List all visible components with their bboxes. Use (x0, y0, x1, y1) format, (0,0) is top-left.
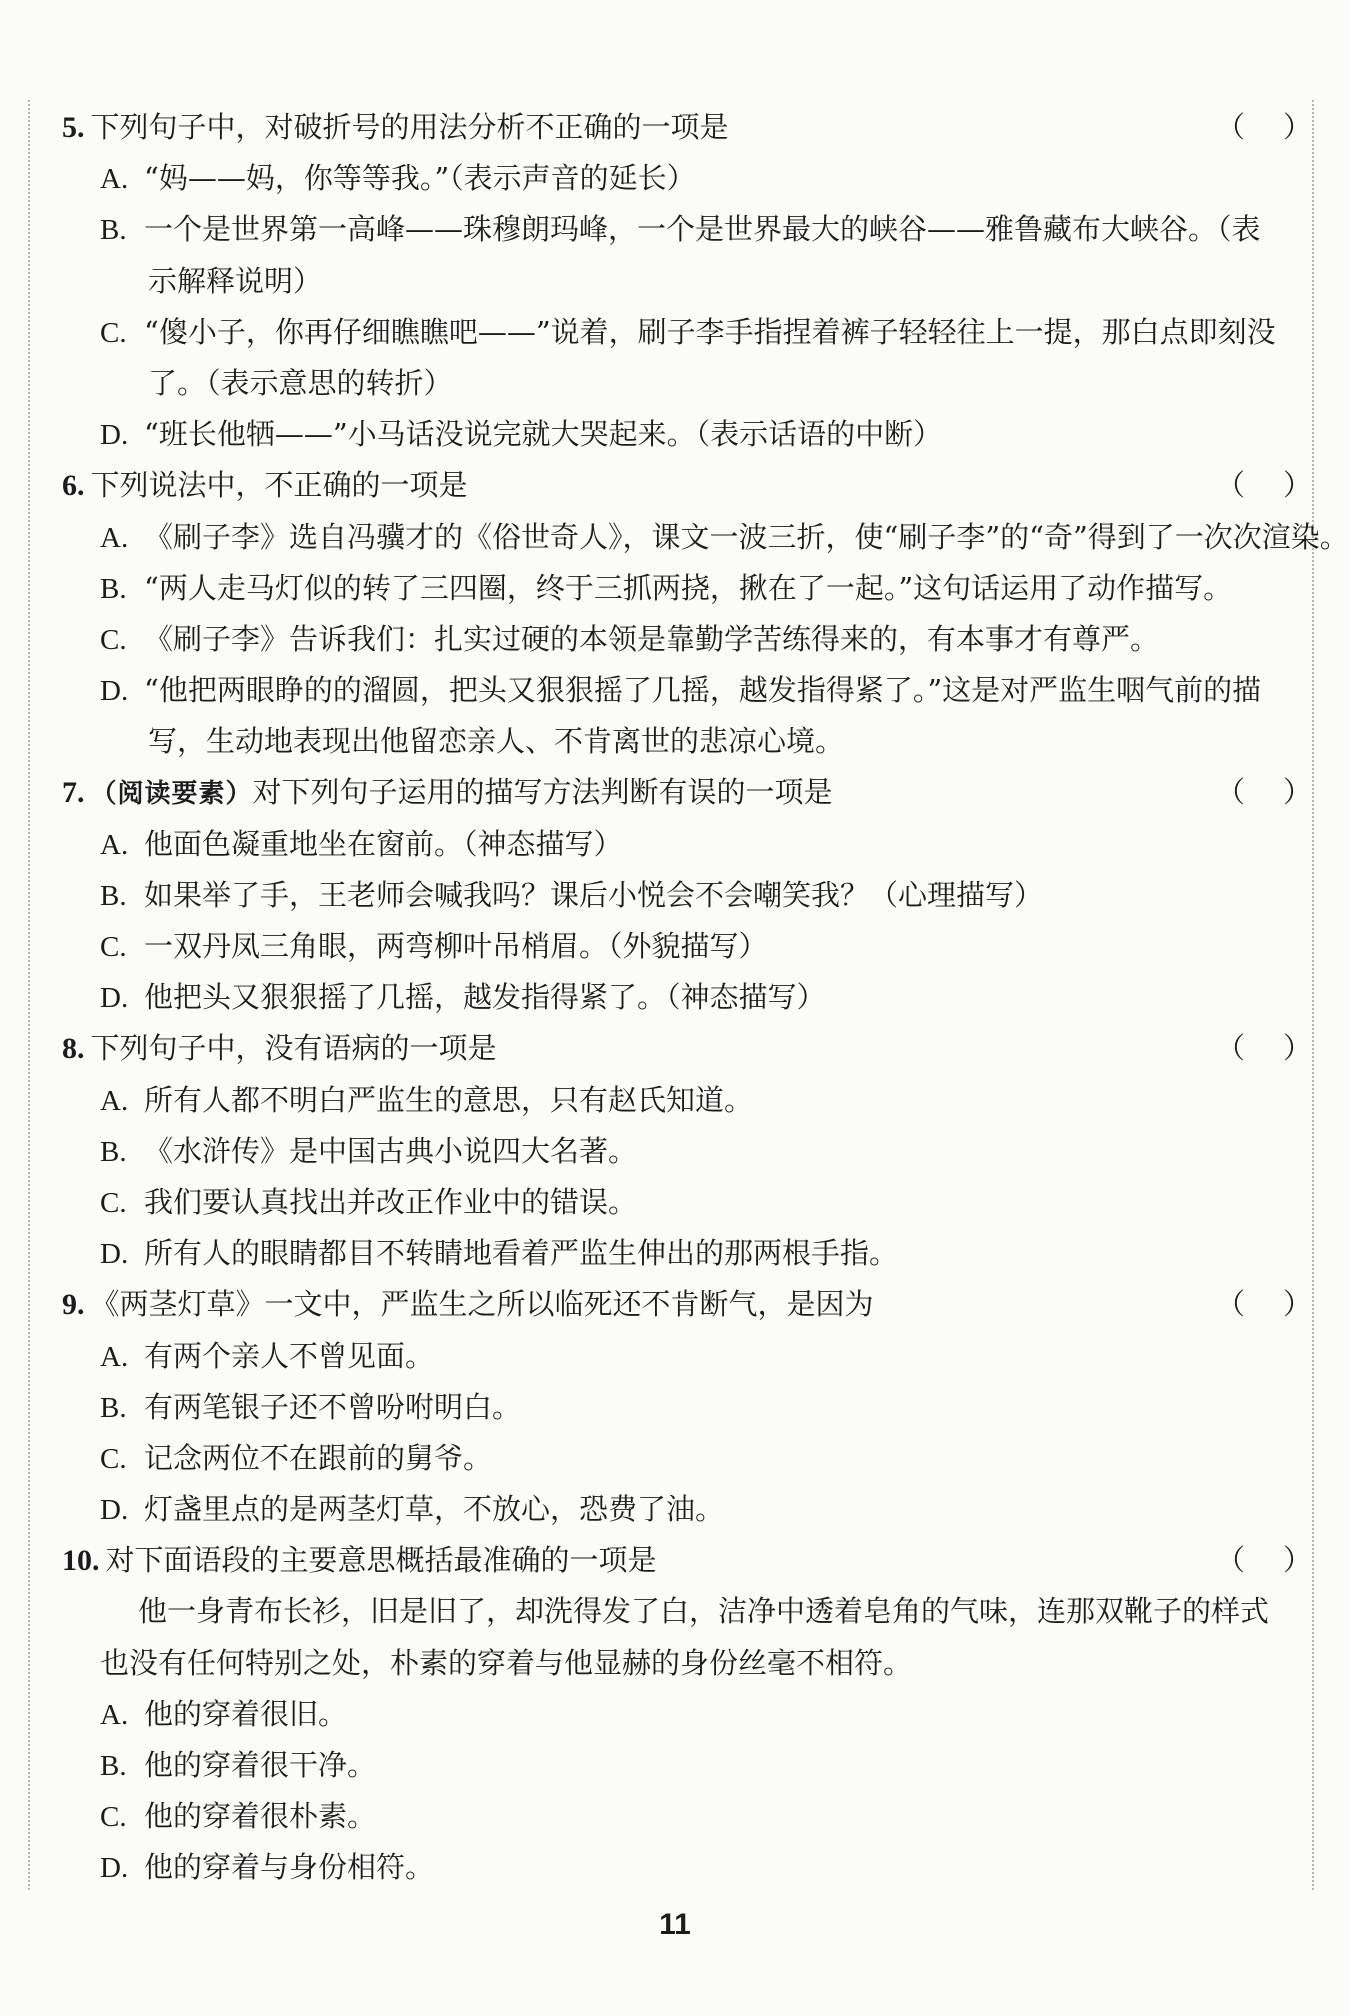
option-a (62, 819, 1312, 870)
option-text: 一双丹凤三角眼，两弯柳叶吊梢眉。（外貌描写） (144, 929, 768, 963)
option-letter: B. (100, 572, 127, 605)
option-text: “两人走马灯似的转了三四圈，终于三抓两挠，揪在了一起。”这句话运用了动作描写。 (144, 570, 1233, 605)
page-border-right (1312, 100, 1314, 1890)
option-letter: C. (100, 931, 127, 963)
answer-blank (1216, 460, 1312, 511)
option-text: 他的穿着与身份相符。 (144, 1850, 435, 1885)
option-b (62, 1382, 1312, 1433)
option-text: 一个是世界第一高峰——珠穆朗玛峰，一个是世界最大的峡谷——雅鲁藏布大峡谷。（表 (144, 212, 1261, 247)
question-text: 对下列句子运用的描写方法判断有误的一项是 (252, 775, 833, 810)
option-text: “他把两眼睁的的溜圆，把头又狠狠摇了几摇，越发指得紧了。”这是对严监生咽气前的描 (144, 673, 1262, 708)
option-b (62, 1740, 1312, 1791)
answer-blank-close: ） (1282, 110, 1312, 144)
option-text: 如果举了手，王老师会喊我吗？课后小悦会不会嘲笑我？（心理描写） (144, 877, 1044, 912)
option-text: 有两笔银子还不曾吩咐明白。 (144, 1389, 522, 1424)
option-text: 他把头又狠狠摇了几摇，越发指得紧了。（神态描写） (144, 980, 826, 1015)
answer-blank-close: ） (1282, 1031, 1312, 1066)
option-d (62, 409, 1312, 460)
option-letter: A. (100, 163, 129, 196)
answer-blank (1216, 1535, 1312, 1586)
option-letter: B. (100, 1750, 127, 1782)
option-letter: A. (100, 1084, 129, 1117)
question-stem (62, 102, 1312, 153)
answer-blank-open: （ (1216, 468, 1246, 503)
option-a (62, 1331, 1312, 1382)
question-number: 9. (62, 1288, 85, 1322)
page-number: 11 (659, 1908, 691, 1941)
option-a (62, 1689, 1312, 1740)
option-text: 所有人都不明白严监生的意思，只有赵氏知道。 (144, 1082, 754, 1117)
option-d (62, 665, 1312, 716)
option-letter: A. (100, 521, 129, 554)
option-text: 有两个亲人不曾见面。 (144, 1338, 435, 1373)
passage-line: 也没有任何特别之处，朴素的穿着与他显赫的身份丝毫不相符。 (100, 1645, 913, 1680)
question-text: 下列句子中，对破折号的用法分析不正确的一项是 (90, 110, 729, 144)
question-number: 7. (62, 776, 85, 810)
question-number: 6. (62, 469, 85, 503)
option-letter: C. (100, 623, 127, 656)
answer-blank (1216, 1279, 1312, 1330)
option-letter: D. (100, 675, 129, 708)
question-stem (62, 1279, 1312, 1330)
option-text: 《刷子李》告诉我们：扎实过硬的本领是靠勤学苦练得来的，有本事才有尊严。 (144, 621, 1160, 656)
option-text: “班长他牺——”小马话没说完就大哭起来。（表示话语的中断） (144, 417, 943, 452)
option-text: 我们要认真找出并改正作业中的错误。 (144, 1184, 638, 1219)
question-number: 10. (62, 1544, 100, 1578)
question-stem (62, 1535, 1312, 1586)
answer-blank-open: （ (1216, 1543, 1246, 1578)
option-b (62, 563, 1312, 614)
option-letter: C. (100, 1801, 127, 1834)
answer-blank-open: （ (1216, 1287, 1246, 1322)
passage-line: 他一身青布长衫，旧是旧了，却洗得发了白，洁净中透着皂角的气味，连那双靴子的样式 (138, 1594, 1270, 1629)
answer-blank-close: ） (1282, 775, 1312, 810)
question-text: 下列句子中，没有语病的一项是 (90, 1031, 497, 1066)
option-letter: B. (100, 1135, 127, 1168)
question-text: 下列说法中，不正确的一项是 (90, 468, 468, 503)
answer-blank-open: （ (1216, 775, 1246, 810)
option-letter: B. (100, 214, 127, 247)
option-a (62, 512, 1349, 563)
answer-blank (1216, 102, 1312, 153)
option-text: 《刷子李》选自冯骥才的《俗世奇人》，课文一波三折，使“刷子李”的“奇”得到了一次次渲染。 (144, 519, 1349, 554)
option-d (62, 1484, 1312, 1535)
option-text: 他面色凝重地坐在窗前。（神态描写） (144, 826, 623, 861)
option-a (62, 153, 1312, 204)
question-text: 对下面语段的主要意思概括最准确的一项是 (105, 1543, 657, 1578)
question-list (62, 102, 1349, 1894)
option-continuation: 示解释说明） (148, 263, 323, 298)
option-c (62, 1433, 1312, 1484)
option-a (62, 1075, 1312, 1126)
option-c (62, 307, 1312, 358)
question-stem (62, 460, 1312, 511)
option-b (62, 1126, 1312, 1177)
question-stem (62, 1023, 1312, 1074)
option-letter: A. (100, 1698, 129, 1731)
option-text: 他的穿着很朴素。 (144, 1799, 377, 1834)
option-b (62, 870, 1312, 921)
option-b (62, 204, 1312, 255)
option-continuation: 写，生动地表现出他留恋亲人、不肯离世的悲凉心境。 (148, 724, 845, 759)
answer-blank-open: （ (1216, 110, 1246, 144)
option-letter: B. (100, 1391, 127, 1424)
question-number: 5. (62, 111, 85, 144)
option-c (62, 614, 1312, 665)
option-text: 灯盏里点的是两茎灯草，不放心，恐费了油。 (144, 1492, 725, 1527)
option-text: “妈——妈，你等等我。”（表示声音的延长） (144, 161, 696, 196)
option-letter: D. (100, 1852, 129, 1885)
option-text: 他的穿着很旧。 (144, 1696, 348, 1731)
option-d (62, 1842, 1312, 1893)
answer-blank-close: ） (1282, 468, 1312, 503)
option-c (62, 921, 1312, 972)
page-border-left (28, 100, 30, 1890)
option-letter: A. (100, 1340, 129, 1373)
option-letter: C. (100, 316, 127, 349)
option-letter: B. (100, 879, 127, 912)
option-text: 记念两位不在跟前的舅爷。 (144, 1440, 493, 1475)
question-number: 8. (62, 1032, 85, 1066)
option-letter: A. (100, 828, 129, 861)
option-d (62, 972, 1312, 1023)
option-letter: D. (100, 419, 129, 452)
option-letter: D. (100, 1494, 129, 1527)
option-text: “傻小子，你再仔细瞧瞧吧——”说着，刷子李手指捏着裤子轻轻往上一提，那白点即刻没 (144, 314, 1276, 349)
option-letter: D. (100, 982, 129, 1015)
option-letter: D. (100, 1238, 129, 1271)
option-letter: C. (100, 1186, 127, 1219)
answer-blank-close: ） (1282, 1543, 1312, 1578)
option-continuation: 了。（表示意思的转折） (148, 365, 453, 400)
option-text: 所有人的眼睛都目不转睛地看着严监生伸出的那两根手指。 (144, 1236, 899, 1271)
answer-blank-open: （ (1216, 1031, 1246, 1066)
answer-blank (1216, 1023, 1312, 1074)
question-text: 《两茎灯草》一文中，严监生之所以临死还不肯断气，是因为 (90, 1287, 874, 1322)
option-c (62, 1177, 1312, 1228)
question-tag: （阅读要素） (90, 779, 253, 810)
option-text: 他的穿着很干净。 (144, 1748, 377, 1782)
question-stem (62, 767, 1312, 818)
option-text: 《水浒传》是中国古典小说四大名著。 (144, 1133, 638, 1168)
option-c (62, 1791, 1312, 1842)
answer-blank-close: ） (1282, 1287, 1312, 1322)
answer-blank (1216, 767, 1312, 818)
option-letter: C. (100, 1442, 127, 1475)
option-d (62, 1228, 1312, 1279)
